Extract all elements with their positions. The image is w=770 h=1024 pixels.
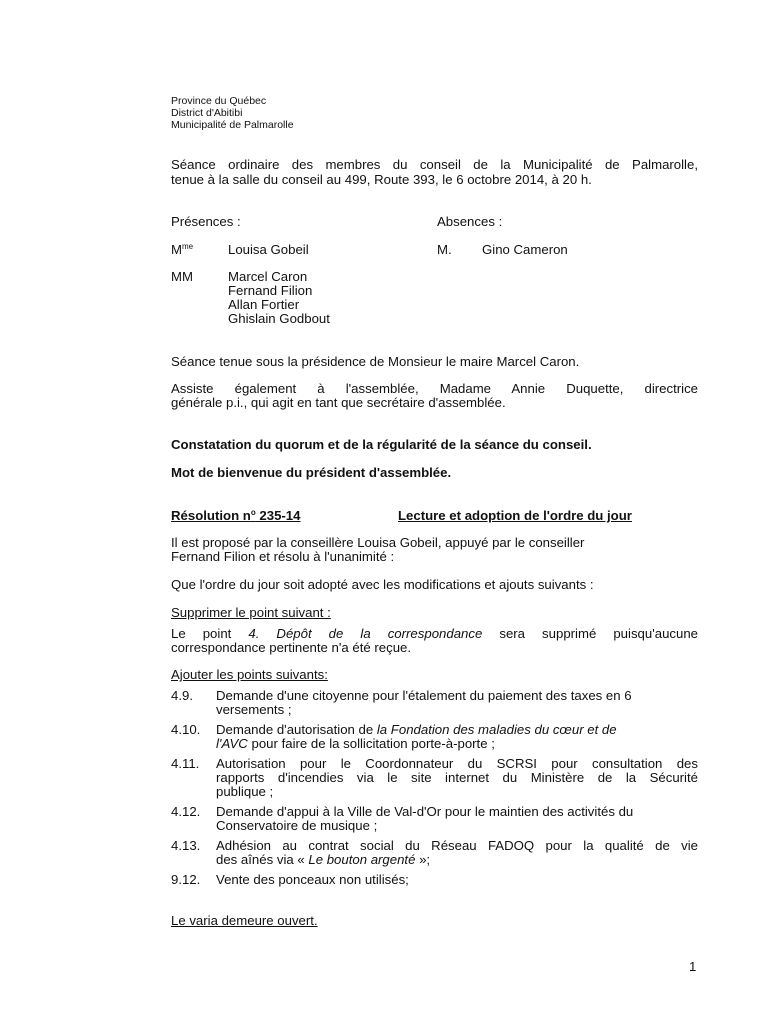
supprimer-heading: Supprimer le point suivant : [171, 605, 331, 620]
item-4-9-number: 4.9. [171, 688, 193, 703]
header-province: Province du Québec [171, 95, 267, 107]
header-district: District d'Abitibi [171, 107, 243, 119]
propose-line-1: Il est proposé par la conseillère Louisa Gobeil, appuyé par le conseiller [171, 535, 585, 550]
bienvenue-heading: Mot de bienvenue du président d'assemblée. [171, 465, 452, 480]
m-prefix: M. [437, 242, 452, 257]
item-4-11-line-2: rapports d'incendies via le site internet du Ministère de la Sécurité [216, 770, 698, 785]
mm-name-3: Allan Fortier [228, 297, 300, 312]
absences-label: Absences : [437, 214, 503, 229]
adopte-text: Que l'ordre du jour soit adopté avec les modifications et ajouts suivants : [171, 577, 594, 592]
item-4-11-line-3: publique ; [216, 784, 274, 799]
item-4-13-line-1: Adhésion au contrat social du Réseau FADOQ pour la qualité de vie [216, 838, 698, 853]
mm-prefix: MM [171, 269, 193, 284]
mm-name-1: Marcel Caron [228, 269, 308, 284]
presidence-text: Séance tenue sous la présidence de Monsieur le maire Marcel Caron. [171, 354, 580, 369]
item-4-13-line-2: des aînés via « Le bouton argenté »; [216, 852, 431, 867]
propose-line-2: Fernand Filion et résolu à l'unanimité : [171, 549, 395, 564]
mme-name: Louisa Gobeil [228, 242, 309, 257]
page-number: 1 [689, 959, 697, 974]
item-4-12-number: 4.12. [171, 804, 201, 819]
item-4-11-number: 4.11. [171, 756, 200, 771]
quorum-heading: Constatation du quorum et de la régularité de la séance du conseil. [171, 437, 592, 452]
assiste-line-1: Assiste également à l'assemblée, Madame Annie Duquette, directrice [171, 381, 698, 396]
item-9-12-line-1: Vente des ponceaux non utilisés; [216, 872, 409, 887]
resolution-number: Résolution $n^o$ 235-14 [171, 508, 301, 523]
item-4-10-number: 4.10. [171, 722, 201, 737]
item-4-12-line-1: Demande d'appui à la Ville de Val-d'Or pour le maintien des activités du [216, 804, 634, 819]
item-9-12-number: 9.12. [171, 872, 201, 887]
resolution-title: Lecture et adoption de l'ordre du jour [398, 508, 632, 523]
item-4-10-line-2: l'AVC pour faire de la sollicitation porte-à-porte ; [216, 736, 495, 751]
mm-name-2: Fernand Filion [228, 283, 313, 298]
intro-line-2: tenue à la salle du conseil au 499, Route 393, le 6 octobre 2014, à 20 h. [171, 172, 592, 187]
item-4-13-number: 4.13. [171, 838, 201, 853]
header-municipality: Municipalité de Palmarolle [171, 119, 294, 131]
supprimer-line-1: Le point 4. Dépôt de la correspondance sera supprimé puisqu'aucune [171, 626, 698, 641]
varia-text: Le varia demeure ouvert. [171, 913, 318, 928]
item-4-9-line-2: versements ; [216, 702, 292, 717]
assiste-line-2: générale p.i., qui agit en tant que secrétaire d'assemblée. [171, 395, 506, 410]
supprimer-line-2: correspondance pertinente n'a été reçue. [171, 640, 412, 655]
mm-name-4: Ghislain Godbout [228, 311, 330, 326]
mme-prefix: $M^{me}$ [171, 242, 194, 257]
absent-name: Gino Cameron [482, 242, 568, 257]
item-4-10-line-1: Demande d'autorisation de la Fondation des maladies du cœur et de [216, 722, 617, 737]
item-4-12-line-2: Conservatoire de musique ; [216, 818, 378, 833]
item-4-11-line-1: Autorisation pour le Coordonnateur du SCRSI pour consultation des [216, 756, 698, 771]
ajouter-heading: Ajouter les points suivants: [171, 667, 328, 682]
item-4-9-line-1: Demande d'une citoyenne pour l'étalement du paiement des taxes en 6 [216, 688, 632, 703]
presences-label: Présences : [171, 214, 241, 229]
intro-line-1: Séance ordinaire des membres du conseil de la Municipalité de Palmarolle, [171, 157, 698, 172]
